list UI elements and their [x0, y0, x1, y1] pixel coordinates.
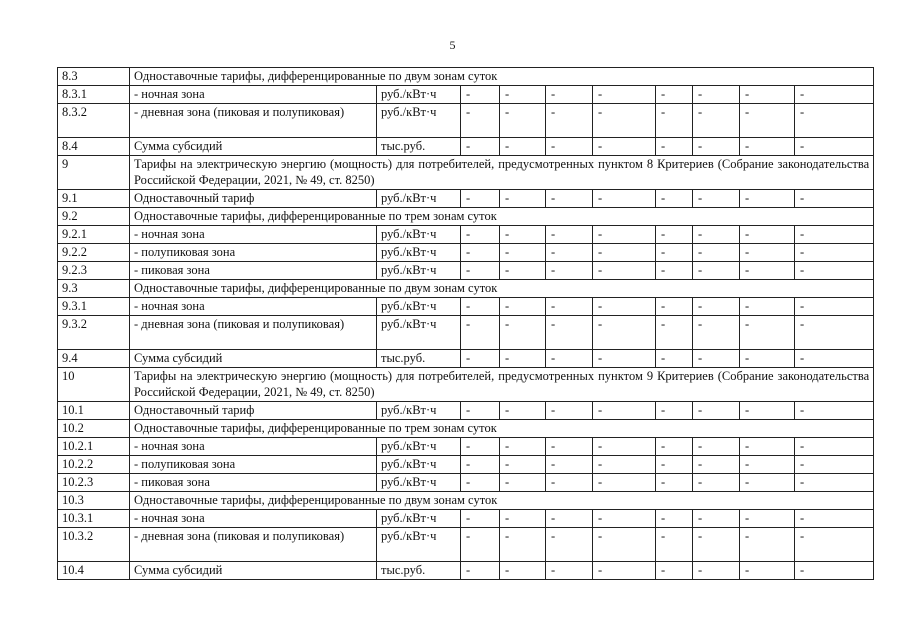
- table-row: [58, 350, 874, 368]
- value-cell: -: [740, 562, 795, 580]
- value-cell: -: [593, 298, 656, 316]
- value-cell: -: [740, 350, 795, 368]
- value-cell: -: [593, 528, 656, 562]
- value-cell: -: [593, 190, 656, 208]
- value-cell: -: [795, 138, 874, 156]
- value-cell: -: [593, 138, 656, 156]
- value-cell: -: [693, 510, 740, 528]
- row-unit: руб./кВт·ч: [377, 226, 461, 244]
- section-title: Одноставочные тарифы, дифференцированные по трем зонам суток: [130, 420, 874, 438]
- value-cell: -: [500, 104, 546, 138]
- row-number: 10: [58, 368, 130, 402]
- value-cell: -: [693, 86, 740, 104]
- row-number: 10.3.1: [58, 510, 130, 528]
- row-label: - полупиковая зона: [130, 456, 377, 474]
- value-cell: -: [795, 244, 874, 262]
- row-number: 9.3.2: [58, 316, 130, 350]
- value-cell: -: [500, 226, 546, 244]
- table-row: [58, 562, 874, 580]
- row-number: 9.4: [58, 350, 130, 368]
- value-cell: -: [693, 262, 740, 280]
- value-cell: -: [461, 262, 500, 280]
- value-cell: -: [546, 138, 593, 156]
- tariff-table-body: [58, 68, 874, 580]
- value-cell: -: [593, 244, 656, 262]
- table-row: [58, 226, 874, 244]
- value-cell: -: [546, 190, 593, 208]
- value-cell: -: [740, 226, 795, 244]
- value-cell: -: [593, 86, 656, 104]
- value-cell: -: [740, 402, 795, 420]
- value-cell: -: [593, 316, 656, 350]
- value-cell: -: [593, 456, 656, 474]
- value-cell: -: [740, 138, 795, 156]
- value-cell: -: [693, 138, 740, 156]
- table-row: [58, 438, 874, 456]
- table-row: [58, 474, 874, 492]
- row-number: 9.2: [58, 208, 130, 226]
- value-cell: -: [740, 474, 795, 492]
- value-cell: -: [500, 316, 546, 350]
- value-cell: -: [461, 562, 500, 580]
- value-cell: -: [795, 562, 874, 580]
- table-row: [58, 316, 874, 350]
- row-number: 9.3.1: [58, 298, 130, 316]
- value-cell: -: [795, 86, 874, 104]
- value-cell: -: [593, 402, 656, 420]
- value-cell: -: [461, 86, 500, 104]
- value-cell: -: [740, 86, 795, 104]
- value-cell: -: [461, 438, 500, 456]
- row-number: 10.2.2: [58, 456, 130, 474]
- value-cell: -: [461, 456, 500, 474]
- value-cell: -: [740, 104, 795, 138]
- value-cell: -: [593, 226, 656, 244]
- value-cell: -: [656, 456, 693, 474]
- value-cell: -: [461, 298, 500, 316]
- row-number: 10.3: [58, 492, 130, 510]
- value-cell: -: [795, 528, 874, 562]
- row-label: - ночная зона: [130, 226, 377, 244]
- value-cell: -: [795, 474, 874, 492]
- value-cell: -: [500, 190, 546, 208]
- value-cell: -: [656, 510, 693, 528]
- value-cell: -: [546, 456, 593, 474]
- value-cell: -: [500, 562, 546, 580]
- value-cell: -: [656, 402, 693, 420]
- row-label: Сумма субсидий: [130, 138, 377, 156]
- section-row: [58, 156, 874, 190]
- row-label: Сумма субсидий: [130, 562, 377, 580]
- row-number: 9.1: [58, 190, 130, 208]
- tariff-table: [57, 67, 874, 580]
- row-label: Одноставочный тариф: [130, 402, 377, 420]
- value-cell: -: [546, 402, 593, 420]
- row-unit: руб./кВт·ч: [377, 456, 461, 474]
- row-number: 9: [58, 156, 130, 190]
- value-cell: -: [795, 316, 874, 350]
- value-cell: -: [593, 262, 656, 280]
- value-cell: -: [656, 350, 693, 368]
- value-cell: -: [461, 190, 500, 208]
- value-cell: -: [740, 262, 795, 280]
- value-cell: -: [656, 298, 693, 316]
- row-unit: руб./кВт·ч: [377, 474, 461, 492]
- row-unit: руб./кВт·ч: [377, 438, 461, 456]
- value-cell: -: [795, 456, 874, 474]
- value-cell: -: [593, 104, 656, 138]
- value-cell: -: [693, 438, 740, 456]
- value-cell: -: [593, 510, 656, 528]
- value-cell: -: [740, 438, 795, 456]
- row-number: 9.2.3: [58, 262, 130, 280]
- value-cell: -: [500, 438, 546, 456]
- value-cell: -: [740, 190, 795, 208]
- value-cell: -: [546, 562, 593, 580]
- row-number: 8.3: [58, 68, 130, 86]
- value-cell: -: [740, 244, 795, 262]
- table-row: [58, 138, 874, 156]
- table-row: [58, 456, 874, 474]
- value-cell: -: [693, 350, 740, 368]
- value-cell: -: [461, 316, 500, 350]
- row-number: 10.2.3: [58, 474, 130, 492]
- row-number: 10.4: [58, 562, 130, 580]
- row-unit: руб./кВт·ч: [377, 316, 461, 350]
- value-cell: -: [500, 262, 546, 280]
- value-cell: -: [461, 474, 500, 492]
- value-cell: -: [693, 402, 740, 420]
- value-cell: -: [593, 350, 656, 368]
- row-unit: руб./кВт·ч: [377, 190, 461, 208]
- table-row: [58, 262, 874, 280]
- row-unit: руб./кВт·ч: [377, 402, 461, 420]
- table-row: [58, 244, 874, 262]
- table-row: [58, 510, 874, 528]
- value-cell: -: [546, 262, 593, 280]
- row-label: - пиковая зона: [130, 474, 377, 492]
- value-cell: -: [795, 190, 874, 208]
- value-cell: -: [593, 562, 656, 580]
- value-cell: -: [656, 190, 693, 208]
- value-cell: -: [693, 104, 740, 138]
- row-unit: тыс.руб.: [377, 562, 461, 580]
- value-cell: -: [461, 510, 500, 528]
- value-cell: -: [656, 104, 693, 138]
- value-cell: -: [461, 244, 500, 262]
- value-cell: -: [656, 528, 693, 562]
- value-cell: -: [693, 528, 740, 562]
- row-number: 8.4: [58, 138, 130, 156]
- value-cell: -: [795, 226, 874, 244]
- row-unit: руб./кВт·ч: [377, 86, 461, 104]
- value-cell: -: [593, 474, 656, 492]
- section-title: Одноставочные тарифы, дифференцированные по трем зонам суток: [130, 208, 874, 226]
- value-cell: -: [500, 86, 546, 104]
- table-row: [58, 86, 874, 104]
- row-label: - дневная зона (пиковая и полупиковая): [130, 316, 377, 350]
- value-cell: -: [693, 298, 740, 316]
- row-label: Одноставочный тариф: [130, 190, 377, 208]
- value-cell: -: [500, 402, 546, 420]
- value-cell: -: [656, 262, 693, 280]
- value-cell: -: [795, 402, 874, 420]
- value-cell: -: [500, 510, 546, 528]
- value-cell: -: [461, 104, 500, 138]
- value-cell: -: [693, 244, 740, 262]
- value-cell: -: [795, 104, 874, 138]
- value-cell: -: [656, 138, 693, 156]
- value-cell: -: [546, 510, 593, 528]
- value-cell: -: [546, 474, 593, 492]
- value-cell: -: [546, 298, 593, 316]
- table-row: [58, 402, 874, 420]
- value-cell: -: [740, 528, 795, 562]
- section-row: [58, 492, 874, 510]
- value-cell: -: [461, 350, 500, 368]
- value-cell: -: [740, 316, 795, 350]
- row-number: 9.2.1: [58, 226, 130, 244]
- row-number: 10.2.1: [58, 438, 130, 456]
- value-cell: -: [593, 438, 656, 456]
- value-cell: -: [500, 244, 546, 262]
- section-title: Одноставочные тарифы, дифференцированные по двум зонам суток: [130, 280, 874, 298]
- value-cell: -: [693, 456, 740, 474]
- value-cell: -: [693, 316, 740, 350]
- value-cell: -: [795, 298, 874, 316]
- value-cell: -: [740, 456, 795, 474]
- value-cell: -: [693, 226, 740, 244]
- row-number: 9.3: [58, 280, 130, 298]
- row-label: - ночная зона: [130, 510, 377, 528]
- value-cell: -: [546, 528, 593, 562]
- value-cell: -: [546, 104, 593, 138]
- value-cell: -: [500, 350, 546, 368]
- section-title: Одноставочные тарифы, дифференцированные по двум зонам суток: [130, 492, 874, 510]
- value-cell: -: [500, 528, 546, 562]
- row-label: - полупиковая зона: [130, 244, 377, 262]
- section-row: [58, 68, 874, 86]
- value-cell: -: [546, 316, 593, 350]
- row-number: 10.3.2: [58, 528, 130, 562]
- section-title: Тарифы на электрическую энергию (мощность) для потребителей, предусмотренных пунктом 9 Критериев (Собрание законодательства Российской Федерации, 2021, № 49, ст. 8250): [130, 368, 874, 402]
- value-cell: -: [740, 298, 795, 316]
- value-cell: -: [656, 316, 693, 350]
- value-cell: -: [546, 244, 593, 262]
- value-cell: -: [656, 244, 693, 262]
- value-cell: -: [740, 510, 795, 528]
- value-cell: -: [500, 138, 546, 156]
- row-number: 10.1: [58, 402, 130, 420]
- row-unit: руб./кВт·ч: [377, 298, 461, 316]
- value-cell: -: [461, 138, 500, 156]
- row-unit: руб./кВт·ч: [377, 528, 461, 562]
- row-unit: руб./кВт·ч: [377, 262, 461, 280]
- value-cell: -: [656, 562, 693, 580]
- row-number: 9.2.2: [58, 244, 130, 262]
- value-cell: -: [546, 438, 593, 456]
- value-cell: -: [795, 262, 874, 280]
- row-label: - ночная зона: [130, 86, 377, 104]
- value-cell: -: [693, 190, 740, 208]
- section-row: [58, 280, 874, 298]
- value-cell: -: [500, 298, 546, 316]
- value-cell: -: [795, 510, 874, 528]
- table-row: [58, 298, 874, 316]
- value-cell: -: [656, 474, 693, 492]
- section-title: Тарифы на электрическую энергию (мощность) для потребителей, предусмотренных пунктом 8 Критериев (Собрание законодательства Российской Федерации, 2021, № 49, ст. 8250): [130, 156, 874, 190]
- value-cell: -: [546, 86, 593, 104]
- row-number: 10.2: [58, 420, 130, 438]
- value-cell: -: [693, 562, 740, 580]
- row-label: Сумма субсидий: [130, 350, 377, 368]
- value-cell: -: [461, 402, 500, 420]
- value-cell: -: [795, 350, 874, 368]
- table-row: [58, 528, 874, 562]
- row-label: - дневная зона (пиковая и полупиковая): [130, 104, 377, 138]
- table-row: [58, 190, 874, 208]
- row-label: - пиковая зона: [130, 262, 377, 280]
- row-label: - ночная зона: [130, 438, 377, 456]
- value-cell: -: [546, 350, 593, 368]
- value-cell: -: [656, 86, 693, 104]
- value-cell: -: [461, 528, 500, 562]
- row-label: - дневная зона (пиковая и полупиковая): [130, 528, 377, 562]
- page-number: 5: [449, 38, 456, 52]
- row-unit: тыс.руб.: [377, 138, 461, 156]
- value-cell: -: [546, 226, 593, 244]
- section-row: [58, 420, 874, 438]
- row-unit: руб./кВт·ч: [377, 244, 461, 262]
- row-unit: руб./кВт·ч: [377, 510, 461, 528]
- value-cell: -: [500, 456, 546, 474]
- value-cell: -: [693, 474, 740, 492]
- value-cell: -: [500, 474, 546, 492]
- value-cell: -: [461, 226, 500, 244]
- row-unit: тыс.руб.: [377, 350, 461, 368]
- value-cell: -: [795, 438, 874, 456]
- value-cell: -: [656, 226, 693, 244]
- table-row: [58, 104, 874, 138]
- row-number: 8.3.2: [58, 104, 130, 138]
- section-title: Одноставочные тарифы, дифференцированные по двум зонам суток: [130, 68, 874, 86]
- row-number: 8.3.1: [58, 86, 130, 104]
- row-label: - ночная зона: [130, 298, 377, 316]
- row-unit: руб./кВт·ч: [377, 104, 461, 138]
- section-row: [58, 368, 874, 402]
- section-row: [58, 208, 874, 226]
- value-cell: -: [656, 438, 693, 456]
